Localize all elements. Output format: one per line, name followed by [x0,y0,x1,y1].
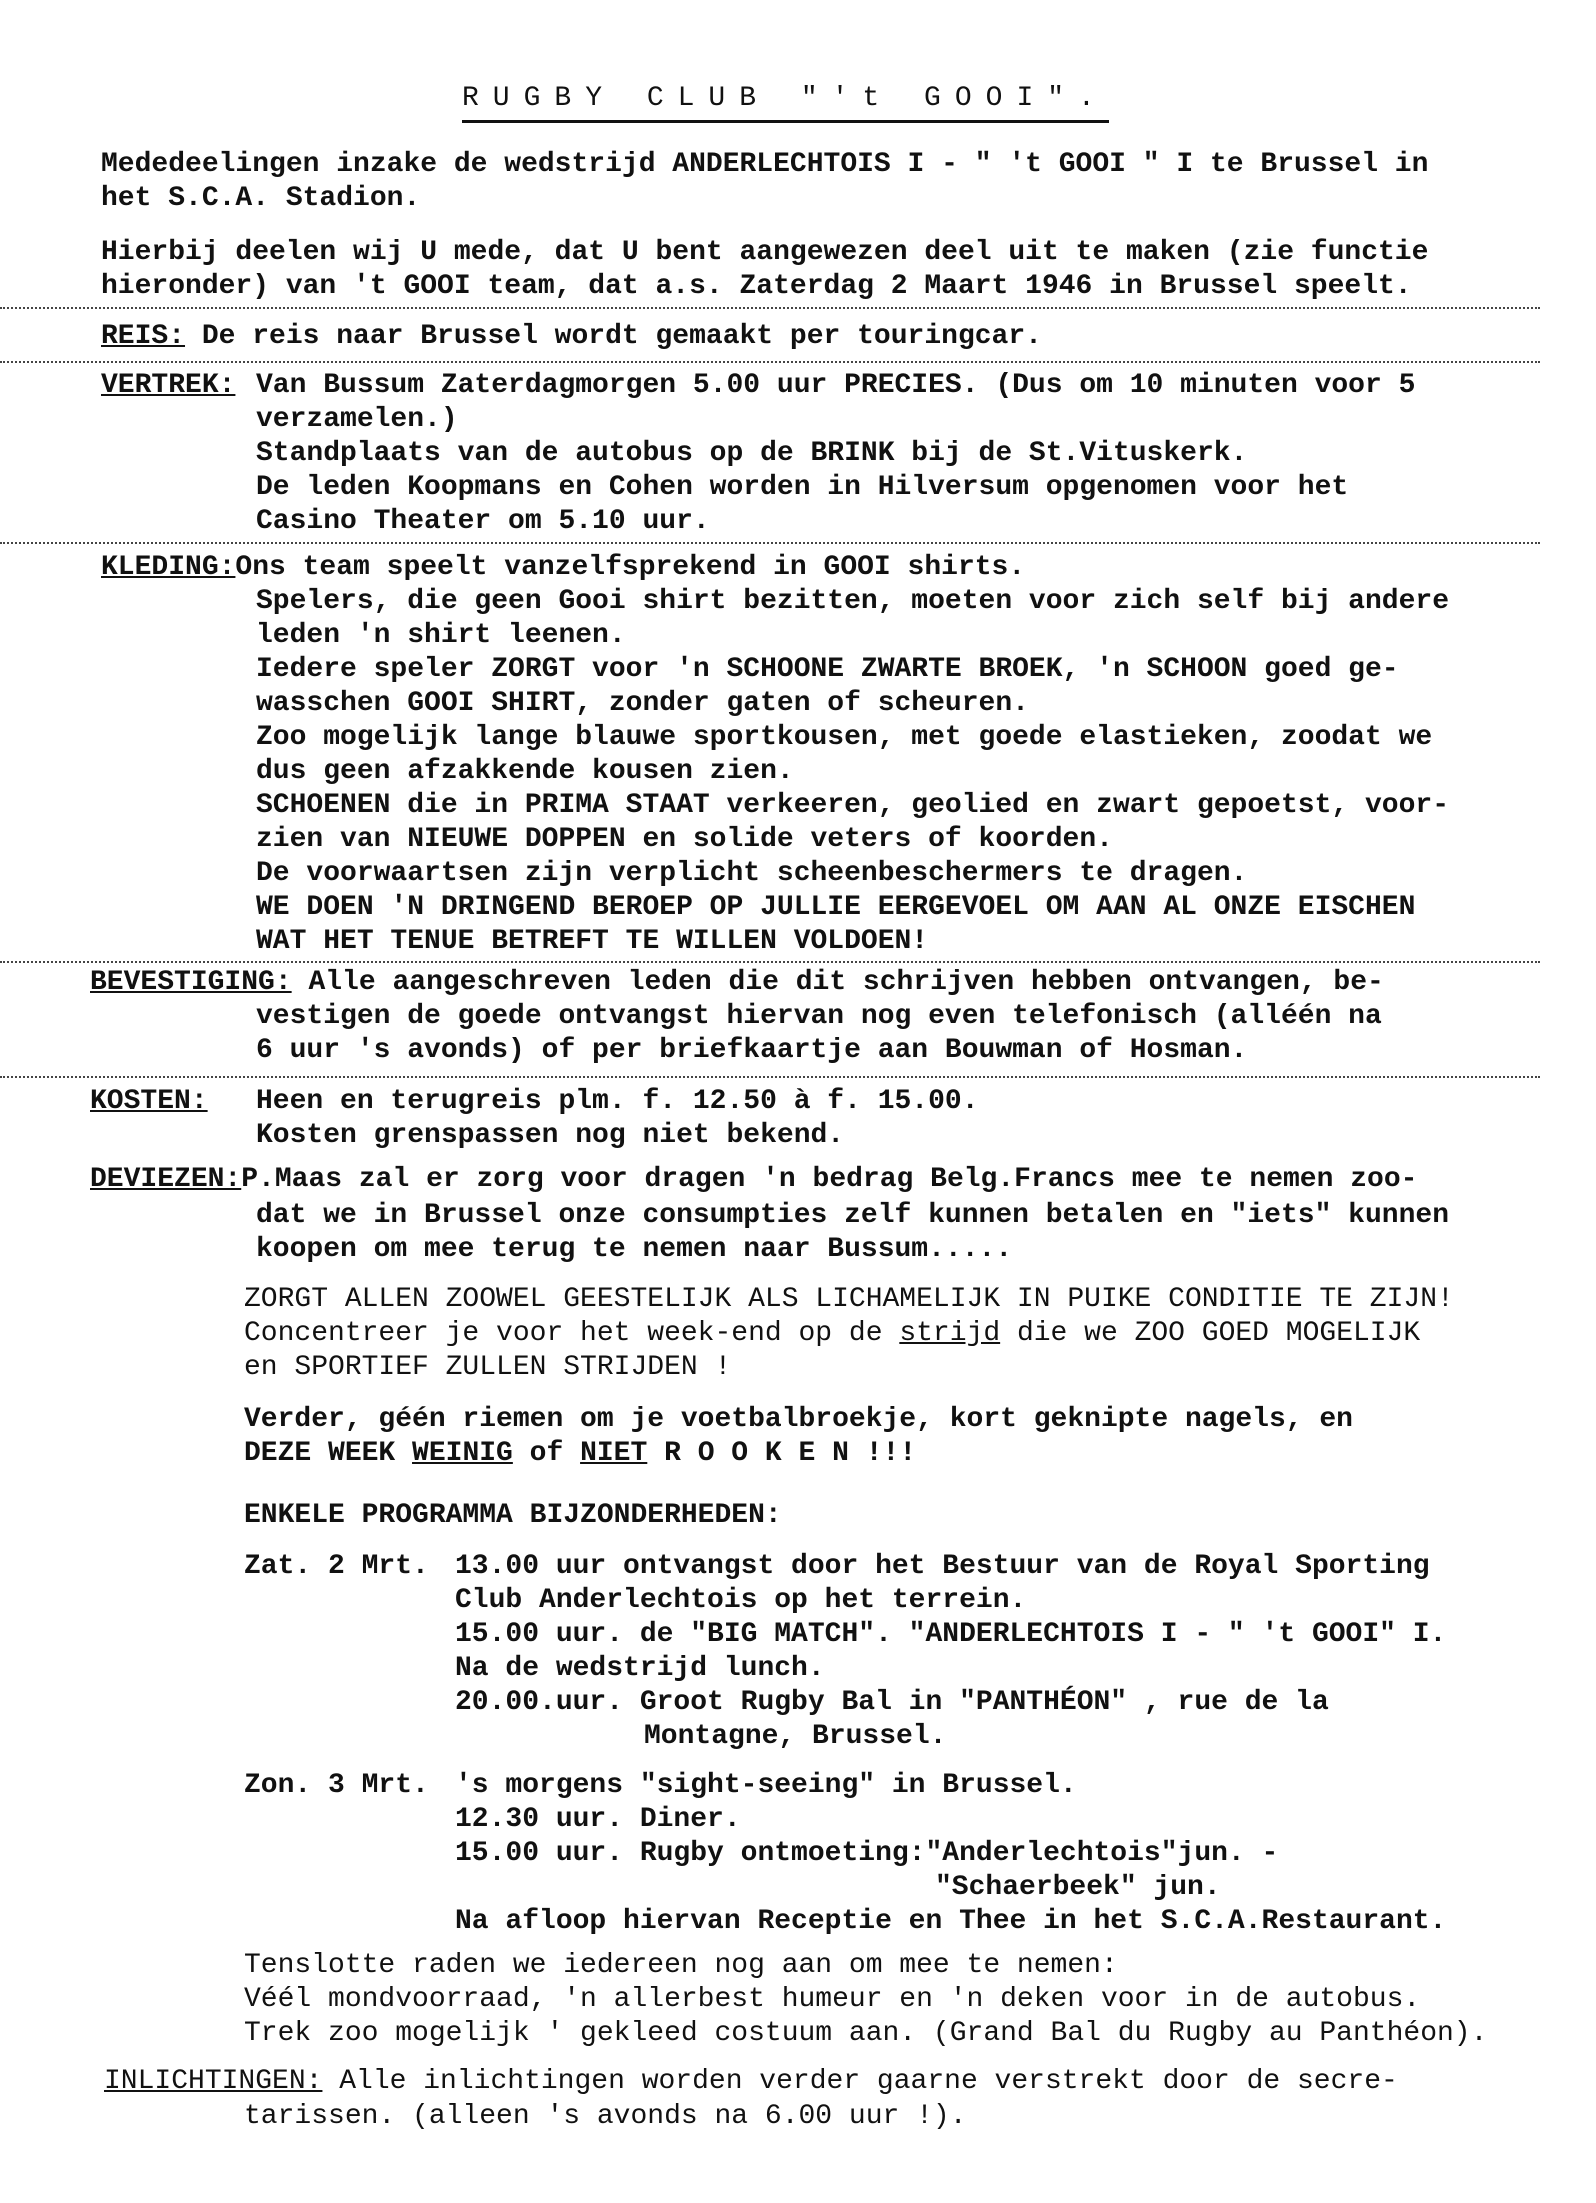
text-line: Iedere speler ZORGT voor 'n SCHOONE ZWARTE BROEK, 'n SCHOON goed ge- [256,654,1399,685]
text-line: De reis naar Brussel wordt gemaakt per touringcar. [185,321,1042,352]
text-line [244,1317,1454,1351]
text-line: Véél mondvoorraad, 'n allerbest humeur en 'n deken voor in de autobus. [244,1984,1421,2015]
text-line: tarissen. (alleen 's avonds na 6.00 uur !). [244,2101,967,2132]
section-kosten-label [90,1085,208,1119]
text-line: Kosten grenspassen nog niet bekend. [256,1120,845,1151]
text-line: Trek zoo mogelijk ' gekleed costuum aan. (Grand Bal du Rugby au Panthéon). [244,2018,1488,2049]
text-line: Alle inlichtingen worden verder gaarne verstrekt door de secre- [322,2066,1398,2097]
intro-paragraph [101,148,1428,216]
text-line: Verder, géén riemen om je voetbalbroekje, kort geknipte nagels, en [244,1404,1353,1435]
underlined-word: WEINIG [412,1438,513,1469]
text-segment: of [512,1438,581,1469]
section-label: INLICHTINGEN: [104,2066,323,2097]
text-line: Ons team speelt vanzelfsprekend in GOOI shirts. [235,552,1026,583]
section-inlichtingen [104,2065,1398,2099]
divider [0,361,1540,363]
programme-item: 15.00 uur. Rugby ontmoeting:"Anderlechtois"jun. - [455,1838,1279,1869]
programme-date: Zon. 3 Mrt. [244,1770,429,1801]
divider [0,1076,1540,1078]
divider [0,542,1540,544]
divider [0,307,1540,309]
programme-item: Montagne, Brussel. [644,1721,947,1752]
section-kleding-label [101,551,1025,585]
text-segment: R O O K E N !!! [647,1438,917,1469]
section-bevestiging [90,966,1384,1000]
text-line: zien van NIEUWE DOPPEN en solide veters of koorden. [256,824,1113,855]
programme-item: Na de wedstrijd lunch. [455,1653,825,1684]
section-kleding [256,585,1449,959]
text-line: Alle aangeschreven leden die dit schrijven hebben ontvangen, be- [291,967,1384,998]
text-line: P.Maas zal er zorg voor dragen 'n bedrag Belg.Francs mee te nemen zoo- [241,1164,1418,1195]
section-label: BEVESTIGING: [90,967,292,998]
text-line [244,1437,1353,1471]
exhortation [244,1283,1454,1385]
text-line: Zoo mogelijk lange blauwe sportkousen, met goede elastieken, zoodat we [256,722,1433,753]
text-line: De voorwaartsen zijn verplicht scheenbeschermers te dragen. [256,858,1248,889]
section-label: KLEDING: [101,552,236,583]
section-vertrek [256,369,1415,539]
text-line: wasschen GOOI SHIRT, zonder gaten of scheuren. [256,688,1029,719]
text-line: WAT HET TENUE BETREFT TE WILLEN VOLDOEN! [256,926,929,957]
text-line: ZORGT ALLEN ZOOWEL GEESTELIJK ALS LICHAMELIJK IN PUIKE CONDITIE TE ZIJN! [244,1284,1454,1315]
programme-item: 20.00.uur. Groot Rugby Bal in "PANTHÉON" , rue de la [455,1687,1329,1718]
text-line: Van Bussum Zaterdagmorgen 5.00 uur PRECIES. (Dus om 10 minuten voor 5 [256,370,1416,401]
text-line: Spelers, die geen Gooi shirt bezitten, moeten voor zich self bij andere [256,586,1449,617]
text-line: dus geen afzakkende kousen zien. [256,756,794,787]
programme-day-sunday [455,1769,1446,1939]
tenslotte [244,1949,1487,2051]
text-line: 6 uur 's avonds) of per briefkaartje aan Bouwman of Hosman. [256,1035,1248,1066]
programme-item: Club Anderlechtois op het terrein. [455,1585,1027,1616]
section-deviezen [256,1199,1449,1267]
underlined-word: NIET [580,1438,648,1469]
text-line: Tenslotte raden we iedereen nog aan om mee te nemen: [244,1950,1118,1981]
text-line: en SPORTIEF ZULLEN STRIJDEN ! [244,1352,732,1383]
section-bevestiging-cont [256,1000,1382,1068]
section-label: REIS: [101,321,186,352]
verder [244,1403,1353,1471]
appointment-paragraph [101,236,1428,304]
document-title: RUGBY CLUB "'t GOOI". [462,82,1109,123]
text-line: Hierbij deelen wij U mede, dat U bent aangewezen deel uit te maken (zie functie [101,237,1429,268]
section-deviezen-label [90,1163,1417,1197]
text-line: hieronder) van 't GOOI team, dat a.s. Zaterdag 2 Maart 1946 in Brussel speelt. [101,271,1412,302]
programme-item: "Schaerbeek" jun. [935,1872,1221,1903]
text-line: De leden Koopmans en Cohen worden in Hilversum opgenomen voor het [256,472,1349,503]
programme-item: 's morgens "sight-seeing" in Brussel. [455,1770,1077,1801]
underlined-word: strijd [899,1318,1001,1349]
text-line: leden 'n shirt leenen. [256,620,626,651]
text-line: WE DOEN 'N DRINGEND BEROEP OP JULLIE EERGEVOEL OM AAN AL ONZE EISCHEN [256,892,1416,923]
programme-item: 15.00 uur. de "BIG MATCH". "ANDERLECHTOIS I - " 't GOOI" I. [455,1619,1447,1650]
text-line: Heen en terugreis plm. f. 12.50 à f. 15.00. [256,1086,979,1117]
text-line: koopen om mee terug te nemen naar Bussum..... [256,1234,1013,1265]
section-label: KOSTEN: [90,1086,208,1117]
section-reis [101,320,1042,354]
section-label: DEVIEZEN: [90,1164,242,1195]
programme-heading: ENKELE PROGRAMMA BIJZONDERHEDEN: [244,1500,782,1531]
programme-item: 13.00 uur ontvangst door het Bestuur van de Royal Sporting [455,1551,1430,1582]
text-line: vestigen de goede ontvangst hiervan nog even telefonisch (alléén na [256,1001,1382,1032]
programme-day-saturday [455,1550,1446,1754]
section-vertrek-label [101,369,235,403]
programme-item: 12.30 uur. Diner. [455,1804,741,1835]
programme-date: Zat. 2 Mrt. [244,1551,429,1582]
text-line: het S.C.A. Stadion. [101,183,421,214]
text-line: verzamelen.) [256,404,458,435]
section-label: VERTREK: [101,370,236,401]
text-segment: die we ZOO GOED MOGELIJK [1000,1318,1421,1349]
text-line: dat we in Brussel onze consumpties zelf kunnen betalen en "iets" kunnen [256,1200,1449,1231]
text-line: Casino Theater om 5.10 uur. [256,506,710,537]
programme-item: Na afloop hiervan Receptie en Thee in het S.C.A.Restaurant. [455,1906,1447,1937]
text-line: SCHOENEN die in PRIMA STAAT verkeeren, geolied en zwart gepoetst, voor- [256,790,1449,821]
divider [0,961,1540,963]
text-line: Standplaats van de autobus op de BRINK bij de St.Vituskerk. [256,438,1248,469]
section-kosten [256,1085,979,1153]
text-segment: DEZE WEEK [244,1438,413,1469]
text-line: Mededeelingen inzake de wedstrijd ANDERLECHTOIS I - " 't GOOI " I te Brussel in [101,149,1429,180]
text-segment: Concentreer je voor het week-end op de [244,1318,900,1349]
